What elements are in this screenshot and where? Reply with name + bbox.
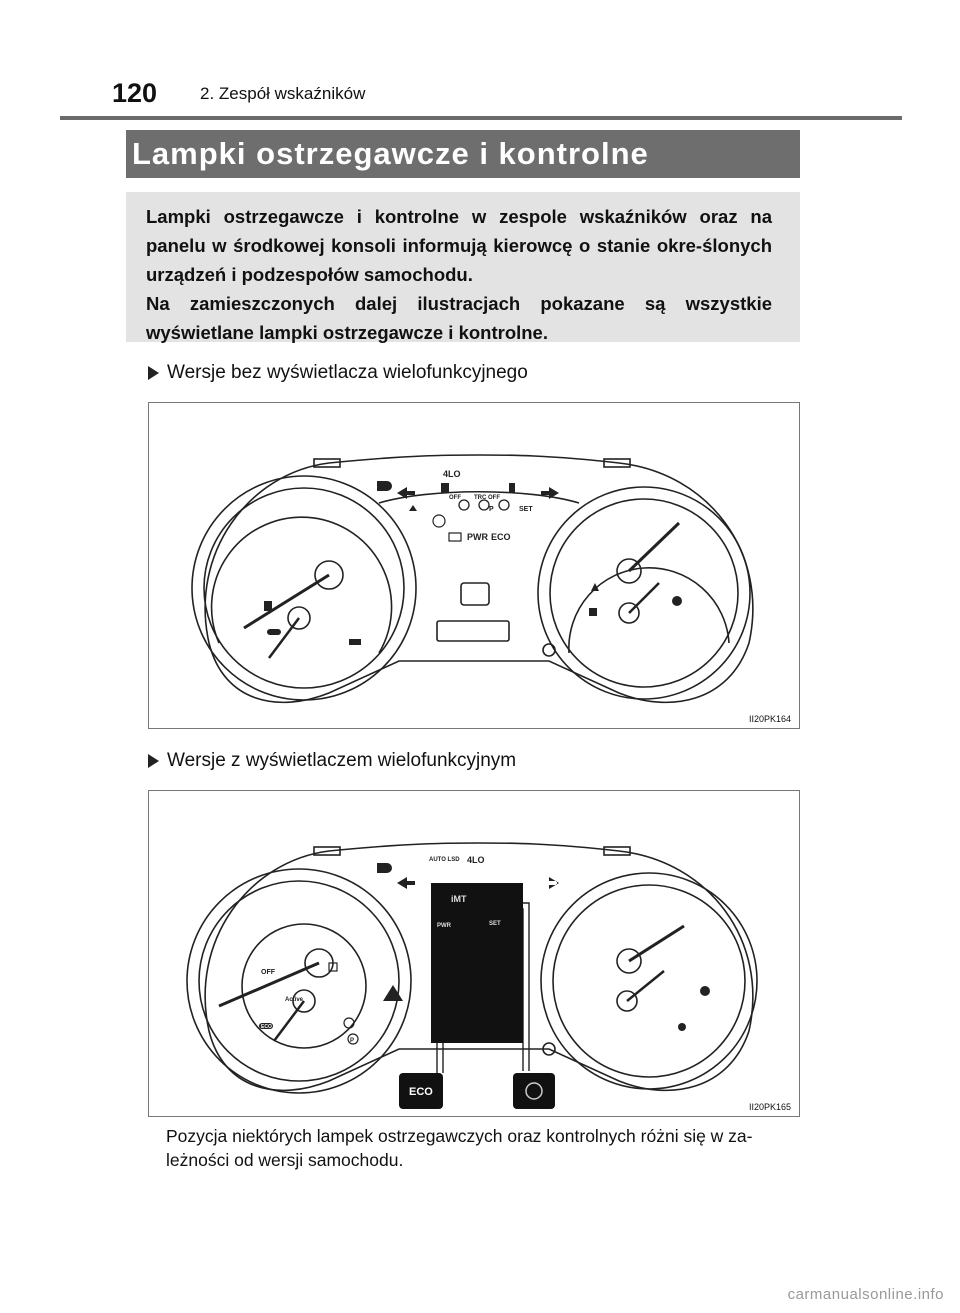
watermark: carmanualsonline.info	[787, 1286, 944, 1303]
figure-1-cluster	[148, 402, 800, 729]
figure-2-caption-text: Wersje z wyświetlaczem wielofunkcyjnym	[167, 750, 517, 771]
intro-box	[126, 192, 800, 342]
figure-1-caption	[148, 362, 528, 384]
intro-paragraph-1: Lampki ostrzegawcze i kontrolne w zespole wskaźników oraz na panelu w środkowej konsoli informują kierowcę o stanie okre-ślonych urządzeń i podzespołów samochodu.	[146, 206, 772, 285]
fig1-set-label: SET	[519, 506, 533, 513]
fig2-4lo-label: 4LO	[467, 855, 485, 865]
figure-1-code: II20PK164	[748, 714, 791, 724]
fig2-eco-small-label: ECO	[261, 1024, 272, 1030]
fig1-pwr-label: PWR	[467, 532, 488, 542]
fig2-imt-label: iMT	[451, 894, 467, 904]
fig1-eco-label: ECO	[491, 532, 511, 542]
fig1-eco-small-label: ECO	[265, 622, 276, 628]
bullet-triangle-icon	[148, 366, 159, 380]
fig1-p-label: P	[489, 506, 494, 513]
section-title: 2. Zespół wskaźników	[200, 84, 366, 103]
fig2-eco-callout-label: ECO	[409, 1086, 433, 1098]
instrument-cluster-2-drawing	[149, 791, 799, 1116]
figure-2-caption	[148, 750, 516, 772]
fig2-active-label: Active	[285, 997, 304, 1003]
figure-1-caption-text: Wersje bez wyświetlacza wielofunkcyjnego	[167, 362, 528, 383]
fig1-off-label: OFF	[449, 495, 461, 501]
fig2-auto-lsd-label: AUTO LSD	[429, 857, 460, 863]
intro-paragraph-2: Na zamieszczonych dalej ilustracjach pokazane są wszystkie wyświetlane lampki ostrzegawcze i kontrolne.	[146, 293, 772, 343]
fig1-trc-off-label: TRC OFF	[474, 495, 500, 501]
fig2-set-label: SET	[489, 921, 501, 927]
fig2-p-label: P	[350, 1038, 355, 1044]
fig2-pwr-label: PWR	[437, 923, 451, 929]
note-text: Pozycja niektórych lampek ostrzegawczych oraz kontrolnych różni się w za-leżności od wersji samochodu.	[166, 1126, 753, 1170]
bullet-triangle-icon	[148, 754, 159, 768]
fig1-4lo-label: 4LO	[443, 469, 461, 479]
page-title: Lampki ostrzegawcze i kontrolne	[126, 130, 800, 178]
header-rule	[60, 116, 902, 120]
fig2-off-label: OFF	[261, 969, 275, 976]
figure-2-cluster	[148, 790, 800, 1117]
instrument-cluster-1-drawing	[149, 403, 799, 728]
page-number: 120	[112, 78, 158, 108]
figure-2-code: II20PK165	[748, 1102, 791, 1112]
